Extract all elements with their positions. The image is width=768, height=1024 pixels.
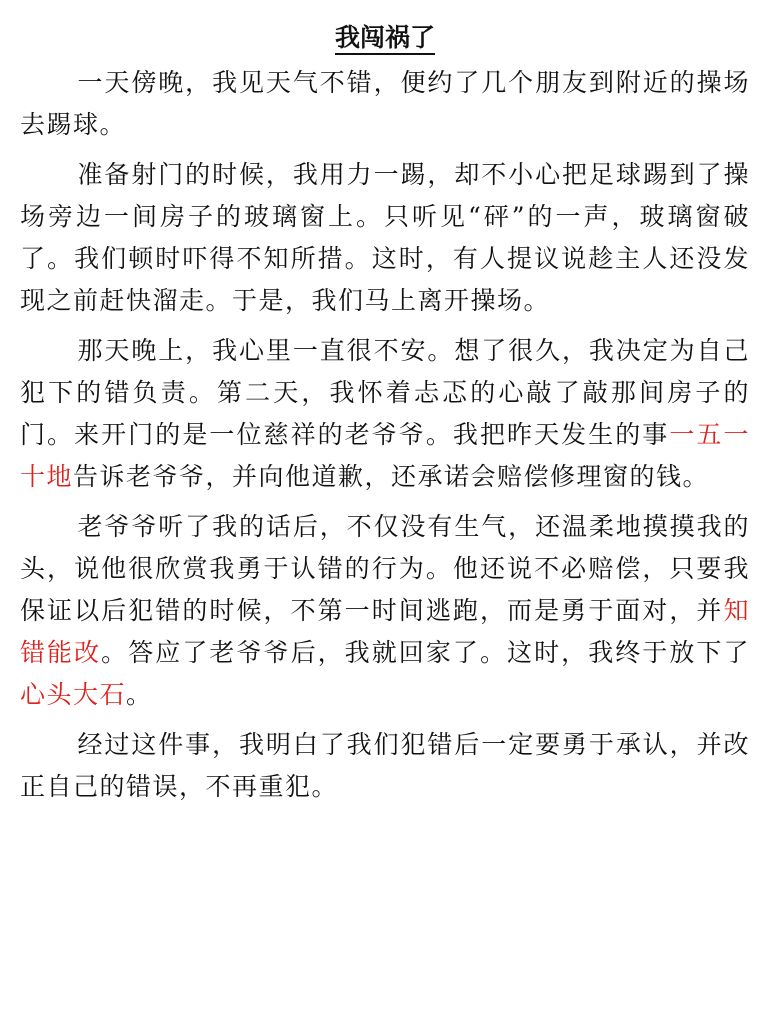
- paragraph-4: [20, 506, 750, 716]
- highlighted-phrase: 知错能改: [20, 596, 750, 667]
- essay-title-text: 我闯祸了: [335, 23, 435, 55]
- essay-title: [20, 18, 750, 58]
- essay-page: [20, 18, 750, 816]
- highlighted-phrase: 一五一十地: [20, 420, 750, 491]
- paragraph-5-segment-1: 经过这件事，我明白了我们犯错后一定要勇于承认，并改正自己的错误，不再重犯。: [20, 730, 750, 801]
- paragraph-1: [20, 62, 750, 146]
- paragraph-4-segment-5: 。: [126, 680, 153, 709]
- paragraph-1-segment-1: 一天傍晚，我见天气不错，便约了几个朋友到附近的操场去踢球。: [20, 68, 750, 139]
- paragraph-3-segment-1: 那天晚上，我心里一直很不安。想了很久，我决定为自己犯下的错负责。第二天，我怀着忐忑的心敲了敲那间房子的门。来开门的是一位慈祥的老爷爷。我把昨天发生的事: [20, 336, 750, 449]
- paragraph-4-segment-1: 老爷爷听了我的话后，不仅没有生气，还温柔地摸摸我的头，说他很欣赏我勇于认错的行为。他还说不必赔偿，只要我保证以后犯错的时候，不第一时间逃跑，而是勇于面对，并: [20, 512, 750, 625]
- paragraph-3: [20, 330, 750, 498]
- highlighted-phrase: 心头大石: [20, 680, 127, 709]
- paragraph-2-segment-1: 准备射门的时候，我用力一踢，却不小心把足球踢到了操场旁边一间房子的玻璃窗上。只听见“砰”的一声，玻璃窗破了。我们顿时吓得不知所措。这时，有人提议说趁主人还没发现之前赶快溜走。于是，我们马上离开操场。: [20, 160, 750, 315]
- paragraph-3-segment-3: 告诉老爷爷，并向他道歉，还承诺会赔偿修理窗的钱。: [73, 462, 710, 491]
- paragraph-2: [20, 154, 750, 322]
- paragraph-5: [20, 724, 750, 808]
- paragraph-4-segment-3: 。答应了老爷爷后，我就回家了。这时，我终于放下了: [101, 638, 750, 667]
